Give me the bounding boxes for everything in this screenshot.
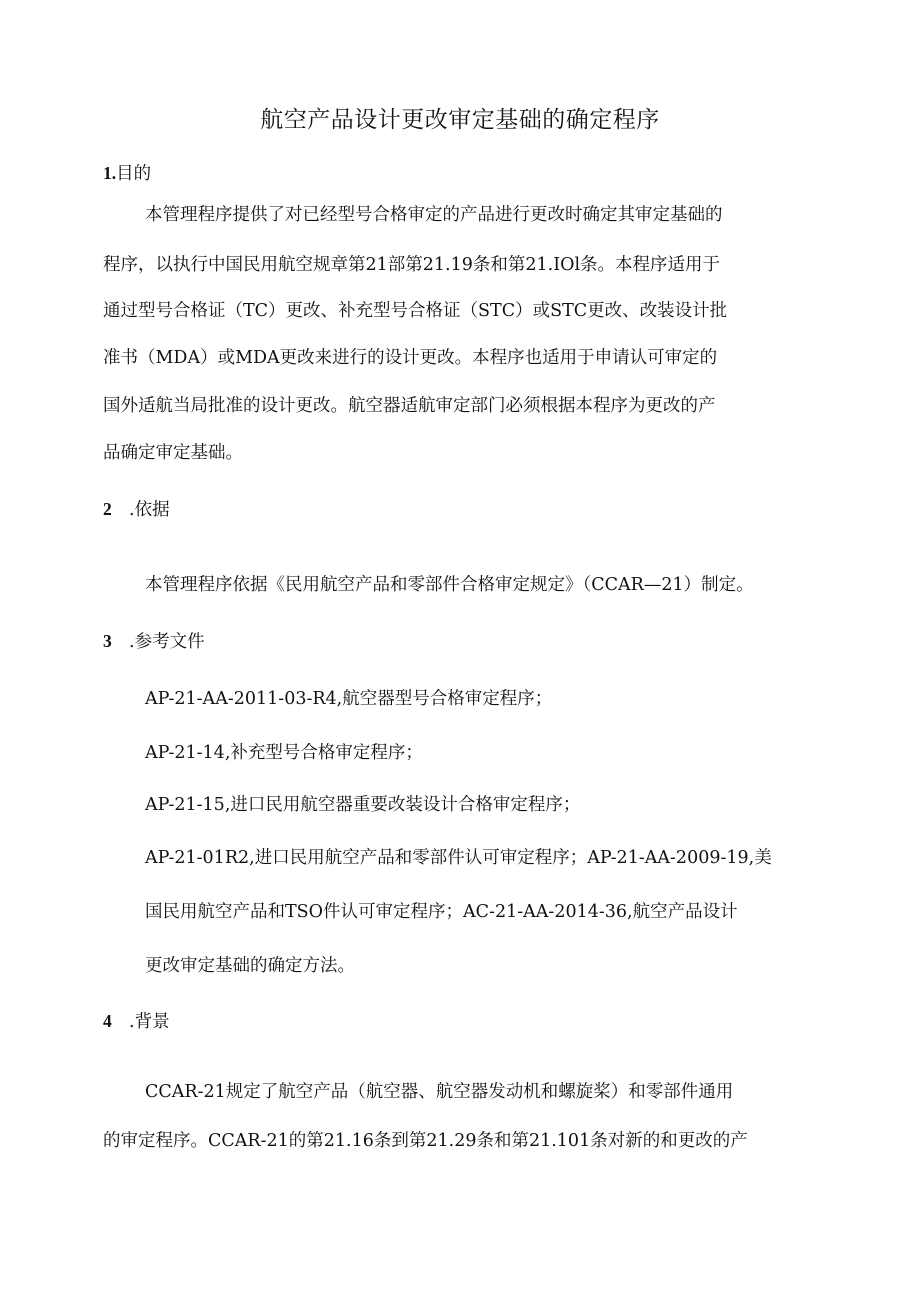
paragraph-line: 国外适航当局批准的设计更改。航空器适航审定部门必须根据本程序为更改的产 (103, 396, 716, 416)
paragraph-line: 通过型号合格证（TC）更改、补充型号合格证（STC）或STC更改、改装设计批 (103, 301, 728, 321)
paragraph-line: 准书（MDA）或MDA更改来进行的设计更改。本程序也适用于申请认可审定的 (103, 348, 718, 368)
section-title: 目的 (116, 164, 152, 184)
paragraph-line: 本管理程序依据《民用航空产品和零部件合格审定规定》（CCAR—21）制定。 (145, 575, 754, 595)
paragraph-line: 的审定程序。CCAR-21的第21.16条到第21.29条和第21.101条对新的和更改的产 (103, 1131, 748, 1151)
reference-line: 国民用航空产品和TSO件认可审定程序；AC-21-AA-2014-36,航空产品设计 (145, 902, 738, 922)
section-heading-purpose (103, 160, 151, 187)
paragraph-line: 品确定审定基础。 (103, 443, 243, 463)
reference-line: AP-21-14,补充型号合格审定程序； (145, 743, 423, 763)
reference-line: AP-21-AA-2011-03-R4,航空器型号合格审定程序； (145, 689, 553, 709)
paragraph-line: 本管理程序提供了对已经型号合格审定的产品进行更改时确定其审定基础的 (145, 205, 723, 225)
section-title: .依据 (129, 500, 170, 520)
section-number: 1. (103, 163, 117, 183)
section-heading-basis (103, 496, 170, 523)
section-number: 2 (103, 499, 112, 519)
section-title: .背景 (129, 1012, 170, 1032)
paragraph-line: CCAR-21规定了航空产品（航空器、航空器发动机和螺旋桨）和零部件通用 (145, 1082, 734, 1102)
section-number: 4 (103, 1011, 112, 1031)
reference-line: 更改审定基础的确定方法。 (145, 956, 355, 976)
section-heading-background (103, 1008, 170, 1035)
paragraph-line: 程序，以执行中国民用航空规章第21部第21.19条和第21.IOl条。本程序适用于 (103, 255, 721, 275)
page-title: 航空产品设计更改审定基础的确定程序 (260, 107, 660, 133)
section-heading-references (103, 628, 205, 655)
reference-line: AP-21-15,进口民用航空器重要改装设计合格审定程序； (145, 795, 581, 815)
reference-line: AP-21-01R2,进口民用航空产品和零部件认可审定程序；AP-21-AA-2009-19,美 (145, 848, 772, 868)
section-title: .参考文件 (129, 632, 205, 652)
section-number: 3 (103, 631, 112, 651)
